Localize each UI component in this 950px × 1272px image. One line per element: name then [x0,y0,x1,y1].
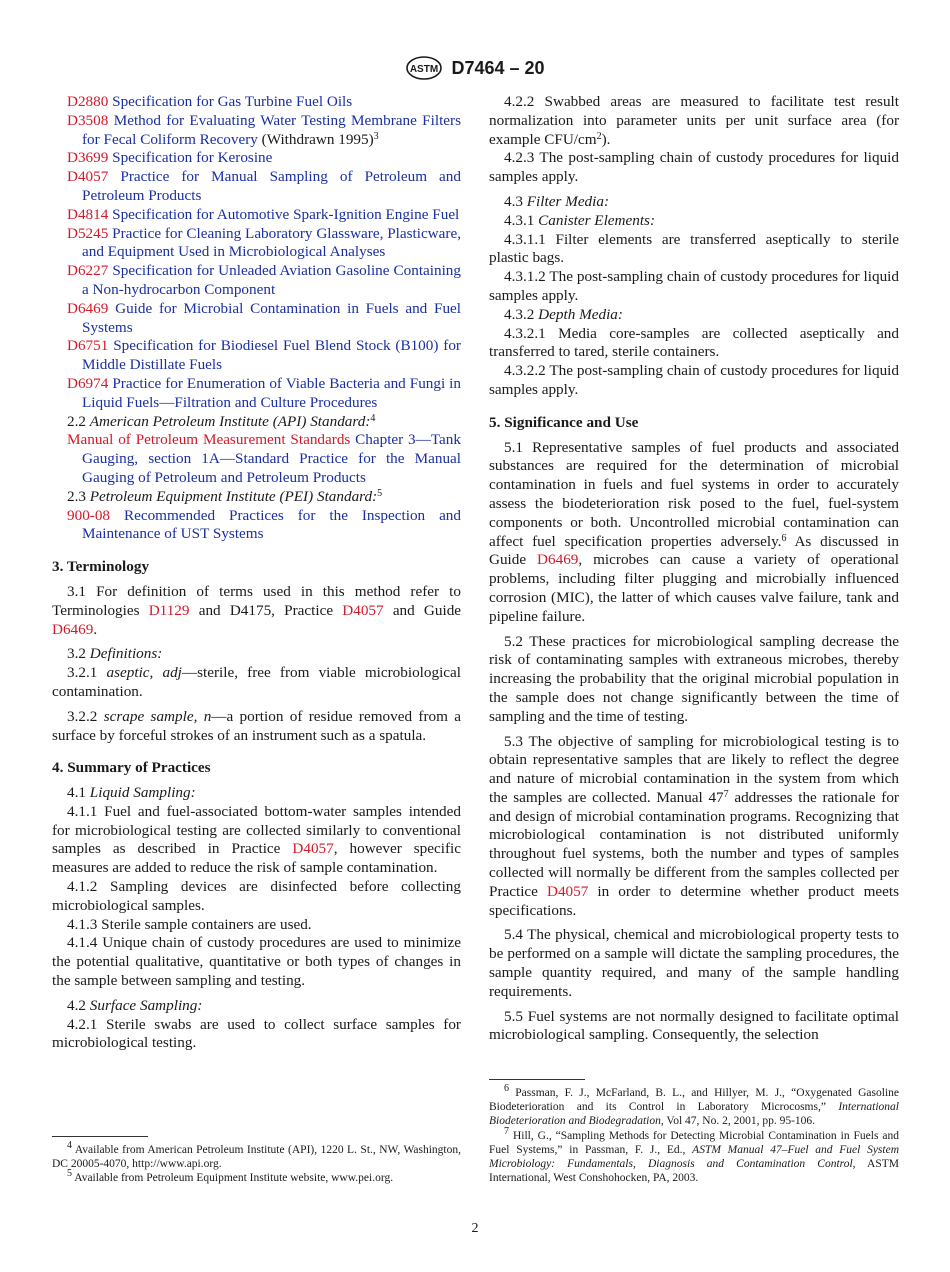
footnote-7: $^7$ Hill, G., “Sampling Methods for Detecting Microbial Contamination in Fuels and Fuel Systems,” in Passman, F. J., Ed., ASTM Manual 47–Fuel and Fuel System Microbiology: Fundamentals, Diagnosis and Contamination Control, ASTM International, West Conshohocken, PA, 2003. [489,1125,900,1185]
para-5-3: 5.3 The objective of sampling for microbiological testing is to obtain representative samples that are likely to reflect the degree and nature of microbial contamination in the system from which the samples are collected. Manual $47^7$ addresses the rationale for and design of microbial contamination programs. Recognizing that microbiological contamination is not distributed uniformly throughout fuel systems, both the number and types of samples collected will normally be different from the samples collected per Practice D4057 in order to determine whether product meets specifications. [489,732,900,919]
footnote-5: $^5$ Available from Petroleum Equipment Institute website, www.pei.org. [67,1168,394,1185]
para-4-1: 4.1 Liquid Sampling: [67,784,196,802]
para-4-1-4: 4.1.4 Unique chain of custody procedures are used to minimize the potential qualitative, quantitative or both types of changes in the sample between sampling and testing. [52,934,461,990]
reference-title[interactable]: Specification for Kerosine [112,149,273,167]
reference-title[interactable]: Specification for Unleaded Aviation Gasoline Containing a Non-hydrocarbon Component [82,262,461,298]
astm-reference-item[interactable] [52,112,461,150]
astm-reference-list [52,93,461,413]
reference-code[interactable]: D3699 [67,149,109,167]
link-d6469[interactable]: D6469 [52,620,94,638]
para-4-3: 4.3 Filter Media: [504,192,610,210]
link-d4057[interactable]: D4057 [547,882,589,900]
reference-title[interactable]: Guide for Microbial Contamination in Fuels and Fuel Systems [82,299,462,336]
reference-code[interactable]: D6227 [67,262,109,280]
reference-code[interactable]: D4057 [67,168,109,186]
para-4-2-3: 4.2.3 The post-sampling chain of custody procedures for liquid samples apply. [489,149,899,186]
astm-reference-item[interactable] [52,337,461,375]
para-4-1-1: 4.1.1 Fuel and fuel-associated bottom-water samples intended for microbiological testing are collected similarly to conventional samples as described in Practice D4057, however specific measures are added to reduce the risk of sample contamination. [52,802,461,877]
api-standard-label: 2.2 American Petroleum Institute (API) Standard:$^4$ [67,412,376,430]
astm-reference-item[interactable] [52,149,461,168]
para-4-3-2-2: 4.3.2.2 The post-sampling chain of custody procedures for liquid samples apply. [489,362,899,398]
reference-note: (Withdrawn 1995) [261,130,374,148]
reference-code[interactable]: D6469 [67,299,109,317]
reference-title[interactable]: Specification for Gas Turbine Fuel Oils [112,93,353,110]
para-3-1: 3.1 For definition of terms used in this method refer to Terminologies D1129 and D4175, Practice D4057 and Guide D6469. [52,582,462,638]
reference-title[interactable]: Specification for Automotive Spark-Ignition Engine Fuel [112,205,460,223]
para-4-1-3: 4.1.3 Sterile sample containers are used. [67,915,312,933]
pei-reference[interactable]: 900-08 Recommended Practices for the Inspection and Maintenance of UST Systems [67,506,461,543]
para-5-1: 5.1 Representative samples of fuel products and associated substances are required for the determination of microbial contamination in fuels and fuel systems in order to accurately assess the biodeterioration risk posed to the fuel, fuel-system components or both. Uncontrolled microbial contamination can affect fuel specification properties adversely.$^6$ As discussed in Guide D6469, microbes can cause a variety of operational problems, including filter plugging and microbially influenced corrosion (MIC), the latter of which causes valve failure, tank and pipeline failure. [489,438,899,625]
reference-code[interactable]: D2880 [67,93,109,110]
section-4-heading: 4. Summary of Practices [52,759,211,777]
para-5-4: 5.4 The physical, chemical and microbiological property tests to be performed on a sample will dictate the sampling procedures, the sample quantity required, and many of the sample handling requirements. [489,926,899,1000]
footnotes-right [489,1079,899,1185]
footnote-marker: 3 [373,130,379,142]
footnote-rule [489,1079,585,1080]
para-4-3-1-2: 4.3.1.2 The post-sampling chain of custody procedures for liquid samples apply. [489,268,899,304]
footnote-rule [52,1136,148,1137]
page-number: 2 [471,1221,479,1236]
para-4-3-1: 4.3.1 Canister Elements: [504,211,656,229]
reference-code[interactable]: D6751 [67,337,109,355]
para-5-2: 5.2 These practices for microbiological sampling decrease the risk of contaminating samples with extraneous microbes, thereby increasing the probability that the original microbial population in the sample does not change significantly between the time of sampling and the time of testing. [489,632,899,725]
para-4-1-2: 4.1.2 Sampling devices are disinfected before collecting microbiological samples. [52,878,461,914]
para-4-3-2: 4.3.2 Depth Media: [504,305,623,323]
para-3-2-1: 3.2.1 aseptic, adj—sterile, free from viable microbiological contamination. [52,664,461,700]
reference-title[interactable]: Practice for Manual Sampling of Petroleum and Petroleum Products [82,168,461,204]
reference-code[interactable]: D3508 [67,111,109,129]
section-3-heading: 3. Terminology [52,558,150,576]
footnote-4: $^4$ Available from American Petroleum Institute (API), 1220 L. St., NW, Washington, DC 20005-4070, http://www.api.org. [52,1140,461,1171]
link-d6469[interactable]: D6469 [537,551,579,569]
para-4-3-1-1: 4.3.1.1 Filter elements are transferred aseptically to sterile plastic bags. [489,230,899,267]
para-4-2-2: 4.2.2 Swabbed areas are measured to facilitate test result normalization into parameter units per unit surface area (for example CFU/$cm^2$). [489,93,899,148]
reference-title[interactable]: Method for Evaluating Water Testing Membrane Filters for Fecal Coliform Recovery [82,111,462,148]
para-4-2: 4.2 Surface Sampling: [67,996,203,1014]
footnote-list [52,1140,461,1186]
para-3-2-2: 3.2.2 scrape sample, n—a portion of residue removed from a surface by forceful strokes of an instrument such as a spatula. [52,707,461,744]
astm-reference-item[interactable] [52,168,461,206]
footnote-6: $^6$ Passman, F. J., McFarland, B. L., and Hillyer, M. J., “Oxygenated Gasoline Biodeterioration and its Control in Laboratory Microcosms,” International Biodeterioration and Biodegradation, Vol 47, No. 2, 2001, pp. 95-106. [489,1083,900,1128]
designation: D7464 – 20 [451,57,545,78]
astm-reference-item[interactable] [52,375,461,413]
astm-reference-item[interactable] [52,262,461,300]
footnotes-left [52,1136,461,1186]
svg-text:ASTM: ASTM [410,64,439,75]
para-4-3-2-1: 4.3.2.1 Media core-samples are collected aseptically and transferred to tared, sterile containers. [489,324,899,361]
page-header [0,56,950,82]
reference-title[interactable]: Specification for Biodiesel Fuel Blend Stock (B100) for Middle Distillate Fuels [82,337,461,374]
astm-logo-icon [405,56,443,80]
para-5-5: 5.5 Fuel systems are not normally designed to facilitate optimal microbiological sampling. Consequently, the selection [489,1007,899,1044]
astm-reference-item[interactable] [52,206,461,225]
reference-code[interactable]: D4814 [67,205,109,223]
link-d4057[interactable]: D4057 [342,601,384,619]
pei-standard-label: 2.3 Petroleum Equipment Institute (PEI) Standard:$^5$ [67,487,383,505]
api-reference[interactable]: Manual of Petroleum Measurement Standards Chapter 3—Tank Gauging, section 1A—Standard Practice for the Manual Gauging of Petroleum and Petroleum Products [67,431,461,486]
section-5-heading: 5. Significance and Use [489,413,639,431]
astm-reference-item[interactable] [52,300,461,338]
link-d4057[interactable]: D4057 [292,840,334,858]
left-column [52,93,461,1053]
right-column [489,93,899,1045]
para-4-2-1: 4.2.1 Sterile swabs are used to collect surface samples for microbiological testing. [52,1015,461,1052]
reference-title[interactable]: Practice for Enumeration of Viable Bacteria and Fungi in Liquid Fuels—Filtration and Culture Procedures [82,374,461,411]
reference-code[interactable]: D6974 [67,374,109,392]
reference-title[interactable]: Practice for Cleaning Laboratory Glassware, Plasticware, and Equipment Used in Microbiological Analyses [82,224,461,261]
astm-reference-item[interactable] [52,225,461,263]
astm-reference-item[interactable] [52,93,461,112]
para-3-2: 3.2 Definitions: [67,645,163,663]
link-d1129[interactable]: D1129 [148,601,190,619]
reference-code[interactable]: D5245 [67,224,109,242]
